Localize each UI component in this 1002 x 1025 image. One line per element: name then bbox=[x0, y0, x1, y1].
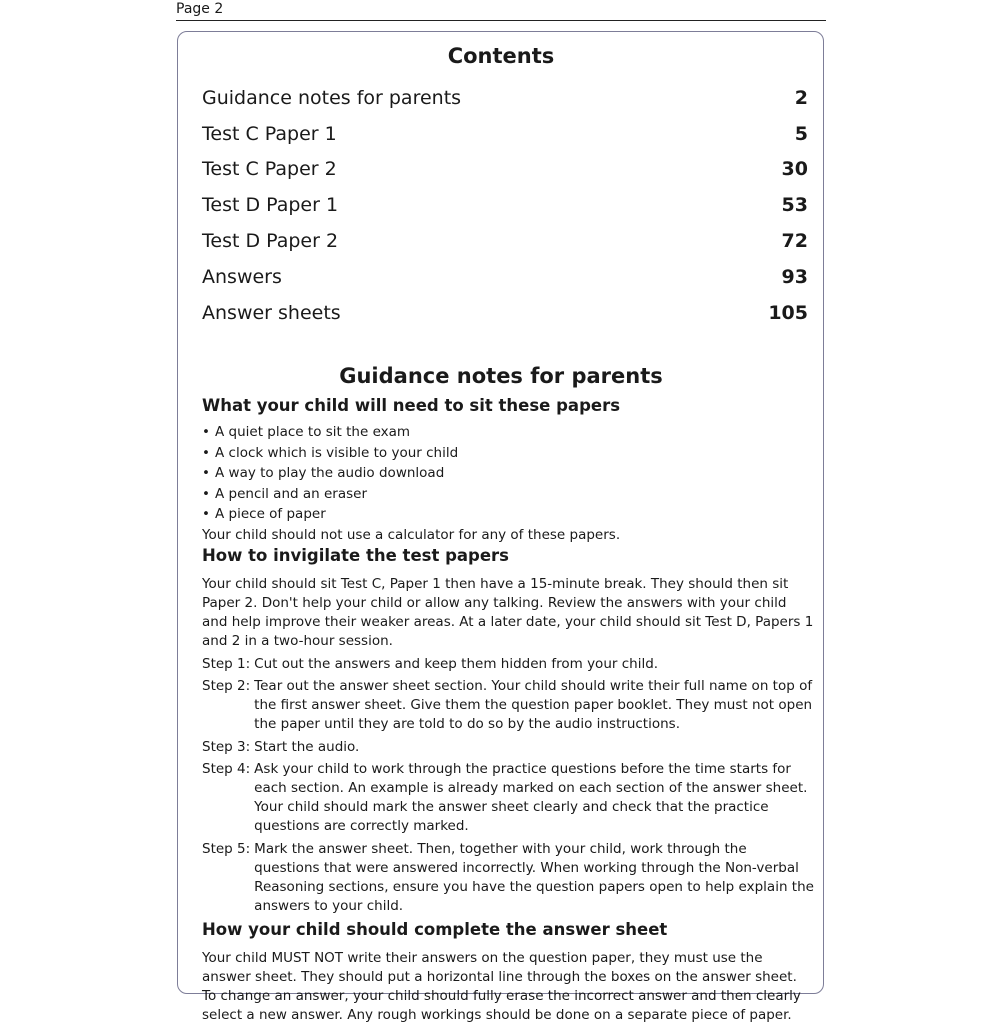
toc-entry-label: Answer sheets bbox=[202, 301, 341, 324]
bullet: • bbox=[202, 506, 210, 523]
toc-entry-page: 2 bbox=[794, 86, 808, 109]
bullet: • bbox=[202, 444, 210, 461]
page-header bbox=[176, 0, 826, 21]
step-label: Step 2: bbox=[202, 678, 251, 695]
list-item bbox=[202, 504, 814, 525]
list-item bbox=[202, 463, 814, 484]
list-item bbox=[202, 443, 814, 464]
toc-entry-page: 30 bbox=[781, 158, 808, 181]
toc-entry bbox=[202, 259, 808, 295]
toc-entry-label: Test C Paper 2 bbox=[202, 158, 337, 181]
bullet: • bbox=[202, 465, 210, 482]
guidance-title: Guidance notes for parents bbox=[339, 364, 663, 388]
step-item bbox=[202, 840, 814, 916]
bullet: • bbox=[202, 424, 210, 440]
list-item-text: A piece of paper bbox=[215, 506, 326, 523]
toc-entry-page: 105 bbox=[768, 301, 808, 324]
step-text: Tear out the answer sheet section. Your child should write their full name on top of the first answer sheet. Give them the question paper booklet. They must not open the paper until they are told to do so by the audio instructions. bbox=[254, 678, 813, 733]
toc-entry bbox=[202, 187, 808, 223]
toc-entry bbox=[202, 295, 808, 331]
step-label: Step 5: bbox=[202, 840, 251, 857]
list-item-text: A way to play the audio download bbox=[215, 465, 445, 482]
toc-entry-label: Guidance notes for parents bbox=[202, 86, 462, 109]
toc-entry-page: 72 bbox=[781, 230, 808, 253]
toc-entry-label: Test C Paper 1 bbox=[202, 122, 337, 145]
calculator-note: Your child should not use a calculator for any of these papers. bbox=[202, 526, 621, 543]
page-number-label: Page 2 bbox=[176, 1, 224, 17]
step-text: Start the audio. bbox=[254, 738, 360, 755]
toc-entry-label: Test D Paper 1 bbox=[202, 194, 339, 217]
step-item bbox=[202, 760, 814, 836]
list-item-text: A clock which is visible to your child bbox=[215, 444, 459, 461]
list-item-text: A quiet place to sit the exam bbox=[215, 424, 411, 440]
toc-entry-page: 93 bbox=[781, 265, 808, 288]
answer-sheet-text: Your child MUST NOT write their answers on the question paper, they must use the answer sheet. They should put a horizontal line through the boxes on the answer sheet. To change an answer, your child should fully erase the incorrect answer and then clearly select a new answer. Any rough workings should be done on a separate piece of paper. bbox=[202, 950, 801, 1024]
toc-entry bbox=[202, 152, 808, 188]
list-item bbox=[202, 422, 814, 443]
step-text: Ask your child to work through the practice questions before the time starts for each section. An example is already marked on each section of the answer sheet. Your child should mark the answer sheet clearly and check that the practice questions are correctly marked. bbox=[254, 761, 808, 835]
toc-entry-page: 53 bbox=[781, 194, 808, 217]
toc-entry-label: Test D Paper 2 bbox=[202, 230, 339, 253]
toc-entry bbox=[202, 223, 808, 259]
step-item bbox=[202, 738, 814, 757]
table-of-contents bbox=[202, 80, 808, 331]
invigilate-heading: How to invigilate the test papers bbox=[202, 545, 509, 565]
list-item-text: A pencil and an eraser bbox=[215, 485, 368, 502]
bullet: • bbox=[202, 485, 210, 502]
steps-list bbox=[202, 655, 814, 916]
step-item bbox=[202, 677, 814, 734]
toc-entry bbox=[202, 116, 808, 152]
toc-entry bbox=[202, 80, 808, 116]
step-label: Step 3: bbox=[202, 738, 251, 755]
step-label: Step 1: bbox=[202, 655, 251, 672]
needs-list bbox=[202, 422, 814, 525]
needs-heading: What your child will need to sit these papers bbox=[202, 396, 621, 415]
step-text: Cut out the answers and keep them hidden from your child. bbox=[254, 655, 659, 672]
guidance-content bbox=[202, 395, 814, 1025]
answer-sheet-heading: How your child should complete the answer sheet bbox=[202, 920, 668, 940]
toc-entry-page: 5 bbox=[794, 122, 808, 145]
step-text: Mark the answer sheet. Then, together with your child, work through the questions that were answered incorrectly. When working through the Non-verbal Reasoning sections, ensure you have the question papers open to help explain the answers to your child. bbox=[254, 840, 814, 914]
contents-title: Contents bbox=[447, 44, 555, 68]
toc-entry-label: Answers bbox=[202, 265, 282, 288]
invigilate-intro: Your child should sit Test C, Paper 1 then have a 15-minute break. They should then sit Paper 2. Don't help your child or allow any talking. Review the answers with your child and help improve their weaker areas. At a later date, your child should sit Test D, Papers 1 and 2 in a two-hour session. bbox=[202, 575, 814, 649]
step-item bbox=[202, 655, 814, 674]
step-label: Step 4: bbox=[202, 761, 251, 778]
list-item bbox=[202, 484, 814, 505]
